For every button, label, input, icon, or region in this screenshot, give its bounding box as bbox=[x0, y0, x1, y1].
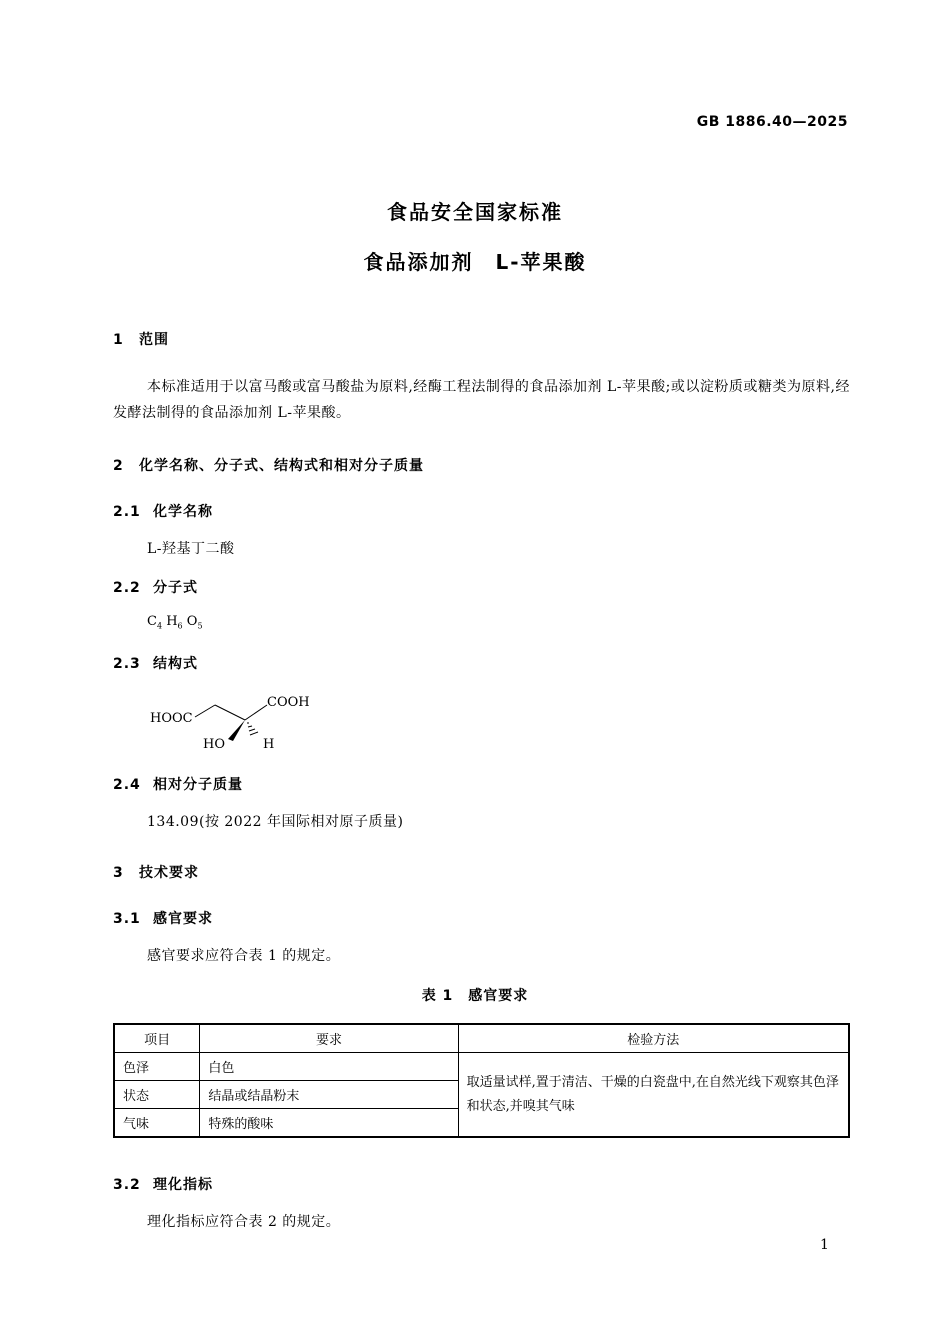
section-number: 3.2 bbox=[113, 1177, 141, 1193]
sensory-requirement-text: 感官要求应符合表 1 的规定。 bbox=[147, 948, 341, 964]
section-1-heading bbox=[113, 329, 169, 349]
section-number: 2.4 bbox=[113, 777, 141, 793]
hooc-group-label: HOOC bbox=[150, 711, 193, 726]
sensory-requirements-table bbox=[113, 1023, 850, 1138]
table-1-caption: 表 1 感官要求 bbox=[421, 988, 529, 1004]
section-title: 感官要求 bbox=[153, 911, 213, 927]
table-header-cell: 项目 bbox=[114, 1024, 200, 1053]
table-cell-method: 取适量试样,置于清洁、干燥的白瓷盘中,在自然光线下观察其色泽和状态,并嗅其气味 bbox=[458, 1053, 849, 1138]
section-number: 2.3 bbox=[113, 656, 141, 672]
table-row bbox=[114, 1053, 849, 1081]
table-cell-item: 色泽 bbox=[114, 1053, 200, 1081]
h-atom-label: H bbox=[263, 737, 275, 752]
section-number: 3.1 bbox=[113, 911, 141, 927]
section-3-heading bbox=[113, 862, 199, 882]
section-2-2-heading bbox=[113, 577, 198, 597]
section-number: 1 bbox=[113, 332, 124, 348]
section-3-2-heading bbox=[113, 1174, 213, 1194]
table-cell-requirement: 白色 bbox=[200, 1053, 458, 1081]
bond-line bbox=[245, 705, 267, 720]
section-title: 技术要求 bbox=[139, 865, 199, 881]
section-title: 结构式 bbox=[153, 656, 198, 672]
section-number: 2.1 bbox=[113, 504, 141, 520]
table-cell-item: 状态 bbox=[114, 1081, 200, 1109]
section-title: 相对分子质量 bbox=[153, 777, 243, 793]
document-title: 食品添加剂 L-苹果酸 bbox=[363, 250, 587, 274]
section-title: 分子式 bbox=[153, 580, 198, 596]
table-header-cell: 要求 bbox=[200, 1024, 458, 1053]
section-title: 范围 bbox=[139, 332, 169, 348]
section-2-heading bbox=[113, 455, 424, 475]
section-number: 2.2 bbox=[113, 580, 141, 596]
section-2-3-heading bbox=[113, 653, 198, 673]
standard-title: 食品安全国家标准 bbox=[387, 200, 563, 224]
table-cell-requirement: 结晶或结晶粉末 bbox=[200, 1081, 458, 1109]
structural-formula bbox=[145, 690, 345, 755]
table-header-row bbox=[114, 1024, 849, 1053]
wedge-bond bbox=[228, 720, 245, 741]
chemical-name: L-羟基丁二酸 bbox=[147, 541, 235, 557]
section-number: 3 bbox=[113, 865, 124, 881]
document-code: GB 1886.40—2025 bbox=[696, 114, 848, 130]
section-title: 理化指标 bbox=[153, 1177, 213, 1193]
bond-line bbox=[195, 705, 215, 717]
table-cell-requirement: 特殊的酸味 bbox=[200, 1109, 458, 1138]
hash-bond bbox=[247, 723, 258, 735]
molecular-mass: 134.09(按 2022 年国际相对原子质量) bbox=[147, 814, 404, 830]
section-2-4-heading bbox=[113, 774, 243, 794]
bond-line bbox=[215, 705, 245, 720]
section-title: 化学名称 bbox=[153, 504, 213, 520]
section-1-paragraph: 本标准适用于以富马酸或富马酸盐为原料,经酶工程法制得的食品添加剂 L-苹果酸;或以淀粉质或糖类为原料,经发酵法制得的食品添加剂 L-苹果酸。 bbox=[113, 379, 850, 421]
table-cell-item: 气味 bbox=[114, 1109, 200, 1138]
table-header-cell: 检验方法 bbox=[458, 1024, 849, 1053]
section-2-1-heading bbox=[113, 501, 213, 521]
section-3-1-heading bbox=[113, 908, 213, 928]
ho-group-label: HO bbox=[203, 737, 225, 752]
cooh-group-label: COOH bbox=[267, 695, 310, 710]
section-number: 2 bbox=[113, 458, 124, 474]
page-number: 1 bbox=[820, 1237, 829, 1253]
section-title: 化学名称、分子式、结构式和相对分子质量 bbox=[139, 458, 424, 474]
physicochemical-requirement-text: 理化指标应符合表 2 的规定。 bbox=[147, 1214, 341, 1230]
molecular-formula: $C_4$ $H_6$ $O_5$ bbox=[147, 614, 203, 631]
